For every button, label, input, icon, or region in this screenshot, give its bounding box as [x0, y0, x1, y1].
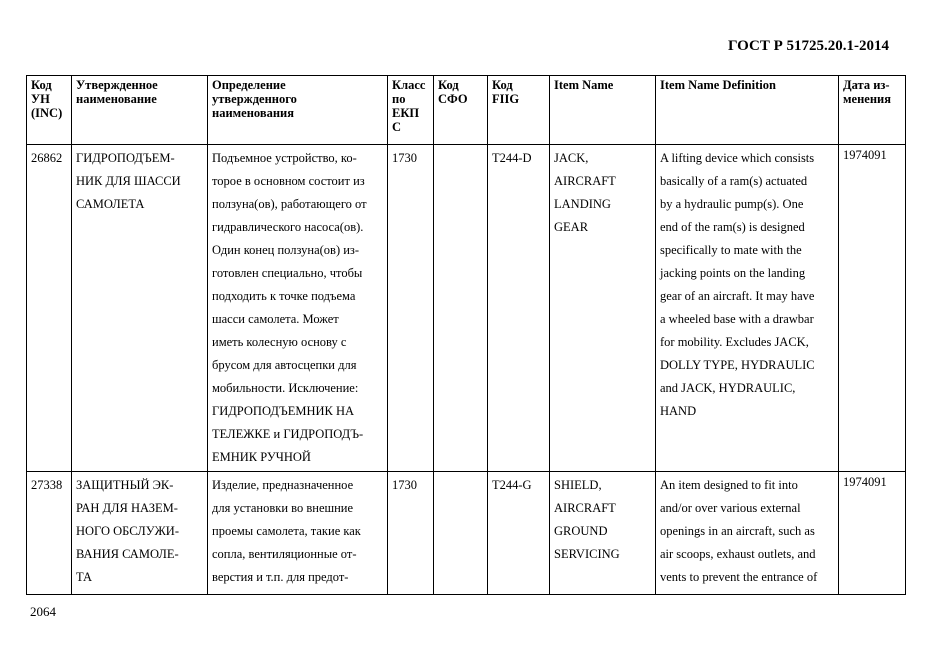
header-line: (INC) [31, 106, 63, 120]
cell-definition [208, 145, 388, 472]
cell-line: AIRCRAFT [554, 501, 616, 515]
cell-fiig: T244-D [488, 145, 550, 472]
header-line: наименования [212, 106, 295, 120]
header-line: СФО [438, 92, 468, 106]
cell-line: LANDING [554, 197, 611, 211]
cell-item-definition [656, 145, 839, 472]
cell-line: подходить к точке подъема [212, 289, 356, 303]
cell-line: ТЕЛЕЖКЕ и ГИДРОПОДЪ- [212, 427, 364, 441]
cell-line: DOLLY TYPE, HYDRAULIC [660, 358, 815, 372]
col-header-class [388, 76, 434, 145]
cell-line: мобильности. Исключение: [212, 381, 359, 395]
cell-line: basically of a ram(s) actuated [660, 174, 808, 188]
table-row [27, 472, 906, 595]
cell-class: 1730 [388, 472, 434, 595]
cell-line: GROUND [554, 524, 608, 538]
cell-line: AIRCRAFT [554, 174, 616, 188]
cell-line: ГИДРОПОДЪЕМ- [76, 151, 175, 165]
header-line: по [392, 92, 406, 106]
header-line: наименование [76, 92, 157, 106]
cell-definition [208, 472, 388, 595]
cell-line: JACK, [554, 151, 589, 165]
header-line: Код [438, 78, 459, 92]
header-line: Утвержденное [76, 78, 158, 92]
header-line: утвержденного [212, 92, 297, 106]
col-header-approved-name [72, 76, 208, 145]
cell-line: НИК ДЛЯ ШАССИ [76, 174, 181, 188]
cell-line: ТА [76, 570, 93, 584]
catalog-table [26, 75, 906, 595]
header-row [27, 76, 906, 145]
cell-class: 1730 [388, 145, 434, 472]
header-line: менения [843, 92, 891, 106]
cell-line: САМОЛЕТА [76, 197, 145, 211]
cell-line: for mobility. Excludes JACK, [660, 335, 809, 349]
cell-date: 1974091 [839, 145, 906, 472]
col-header-date [839, 76, 906, 145]
cell-item-name [550, 145, 656, 472]
cell-line: by a hydraulic pump(s). One [660, 197, 804, 211]
header-line: Код [492, 78, 513, 92]
cell-line: готовлен специально, чтобы [212, 266, 363, 280]
header-line: Определение [212, 78, 286, 92]
cell-fiig: T244-G [488, 472, 550, 595]
cell-date: 1974091 [839, 472, 906, 595]
cell-sfo [434, 472, 488, 595]
cell-line: HAND [660, 404, 697, 418]
cell-approved-name [72, 145, 208, 472]
header-line: УН [31, 92, 50, 106]
cell-line: брусом для автосцепки для [212, 358, 357, 372]
cell-inc: 27338 [27, 472, 72, 595]
cell-line: ползуна(ов), работающего от [212, 197, 367, 211]
header-line: Item Name Definition [660, 78, 776, 92]
cell-inc: 26862 [27, 145, 72, 472]
cell-line: ЕМНИК РУЧНОЙ [212, 450, 311, 464]
cell-line: air scoops, exhaust outlets, and [660, 547, 816, 561]
cell-item-name [550, 472, 656, 595]
cell-line: верстия и т.п. для предот- [212, 570, 349, 584]
document-header: ГОСТ Р 51725.20.1-2014 [727, 38, 889, 54]
col-header-fiig [488, 76, 550, 145]
cell-line: A lifting device which consists [660, 151, 815, 165]
col-header-item-definition [656, 76, 839, 145]
cell-line: An item designed to fit into [660, 478, 798, 492]
cell-line: jacking points on the landing [660, 266, 806, 280]
cell-line: a wheeled base with a drawbar [660, 312, 814, 326]
cell-line: Изделие, предназначенное [212, 478, 354, 492]
col-header-definition [208, 76, 388, 145]
cell-line: openings in an aircraft, such as [660, 524, 815, 538]
col-header-item-name [550, 76, 656, 145]
header-line: Код [31, 78, 52, 92]
col-header-inc [27, 76, 72, 145]
cell-sfo [434, 145, 488, 472]
cell-item-definition [656, 472, 839, 595]
header-line: ЕКП [392, 106, 420, 120]
header-line: С [392, 120, 402, 134]
header-line: Класс [392, 78, 426, 92]
cell-line: and JACK, HYDRAULIC, [660, 381, 796, 395]
cell-line: Подъемное устройство, ко- [212, 151, 357, 165]
header-line: Дата из- [843, 78, 890, 92]
cell-approved-name [72, 472, 208, 595]
cell-line: для установки во внешние [212, 501, 354, 515]
cell-line: specifically to mate with the [660, 243, 802, 257]
cell-line: ГИДРОПОДЪЕМНИК НА [212, 404, 355, 418]
cell-line: SHIELD, [554, 478, 602, 492]
cell-line: vents to prevent the entrance of [660, 570, 818, 584]
cell-line: проемы самолета, такие как [212, 524, 361, 538]
cell-line: НОГО ОБСЛУЖИ- [76, 524, 179, 538]
cell-line: ВАНИЯ САМОЛЕ- [76, 547, 179, 561]
col-header-sfo [434, 76, 488, 145]
cell-line: gear of an aircraft. It may have [660, 289, 815, 303]
cell-line: and/or over various external [660, 501, 801, 515]
cell-line: ЗАЩИТНЫЙ ЭК- [76, 478, 174, 492]
table-row [27, 145, 906, 472]
cell-line: РАН ДЛЯ НАЗЕМ- [76, 501, 178, 515]
header-line: FIIG [492, 92, 520, 106]
cell-line: SERVICING [554, 547, 620, 561]
cell-line: иметь колесную основу с [212, 335, 347, 349]
cell-line: шасси самолета. Может [212, 312, 339, 326]
header-line: Item Name [554, 78, 614, 92]
cell-line: GEAR [554, 220, 589, 234]
cell-line: гидравлического насоса(ов). [212, 220, 364, 234]
cell-line: торое в основном состоит из [212, 174, 365, 188]
cell-line: сопла, вентиляционные от- [212, 547, 357, 561]
page-number: 2064 [30, 604, 56, 619]
cell-line: Один конец ползуна(ов) из- [212, 243, 360, 257]
cell-line: end of the ram(s) is designed [660, 220, 805, 234]
